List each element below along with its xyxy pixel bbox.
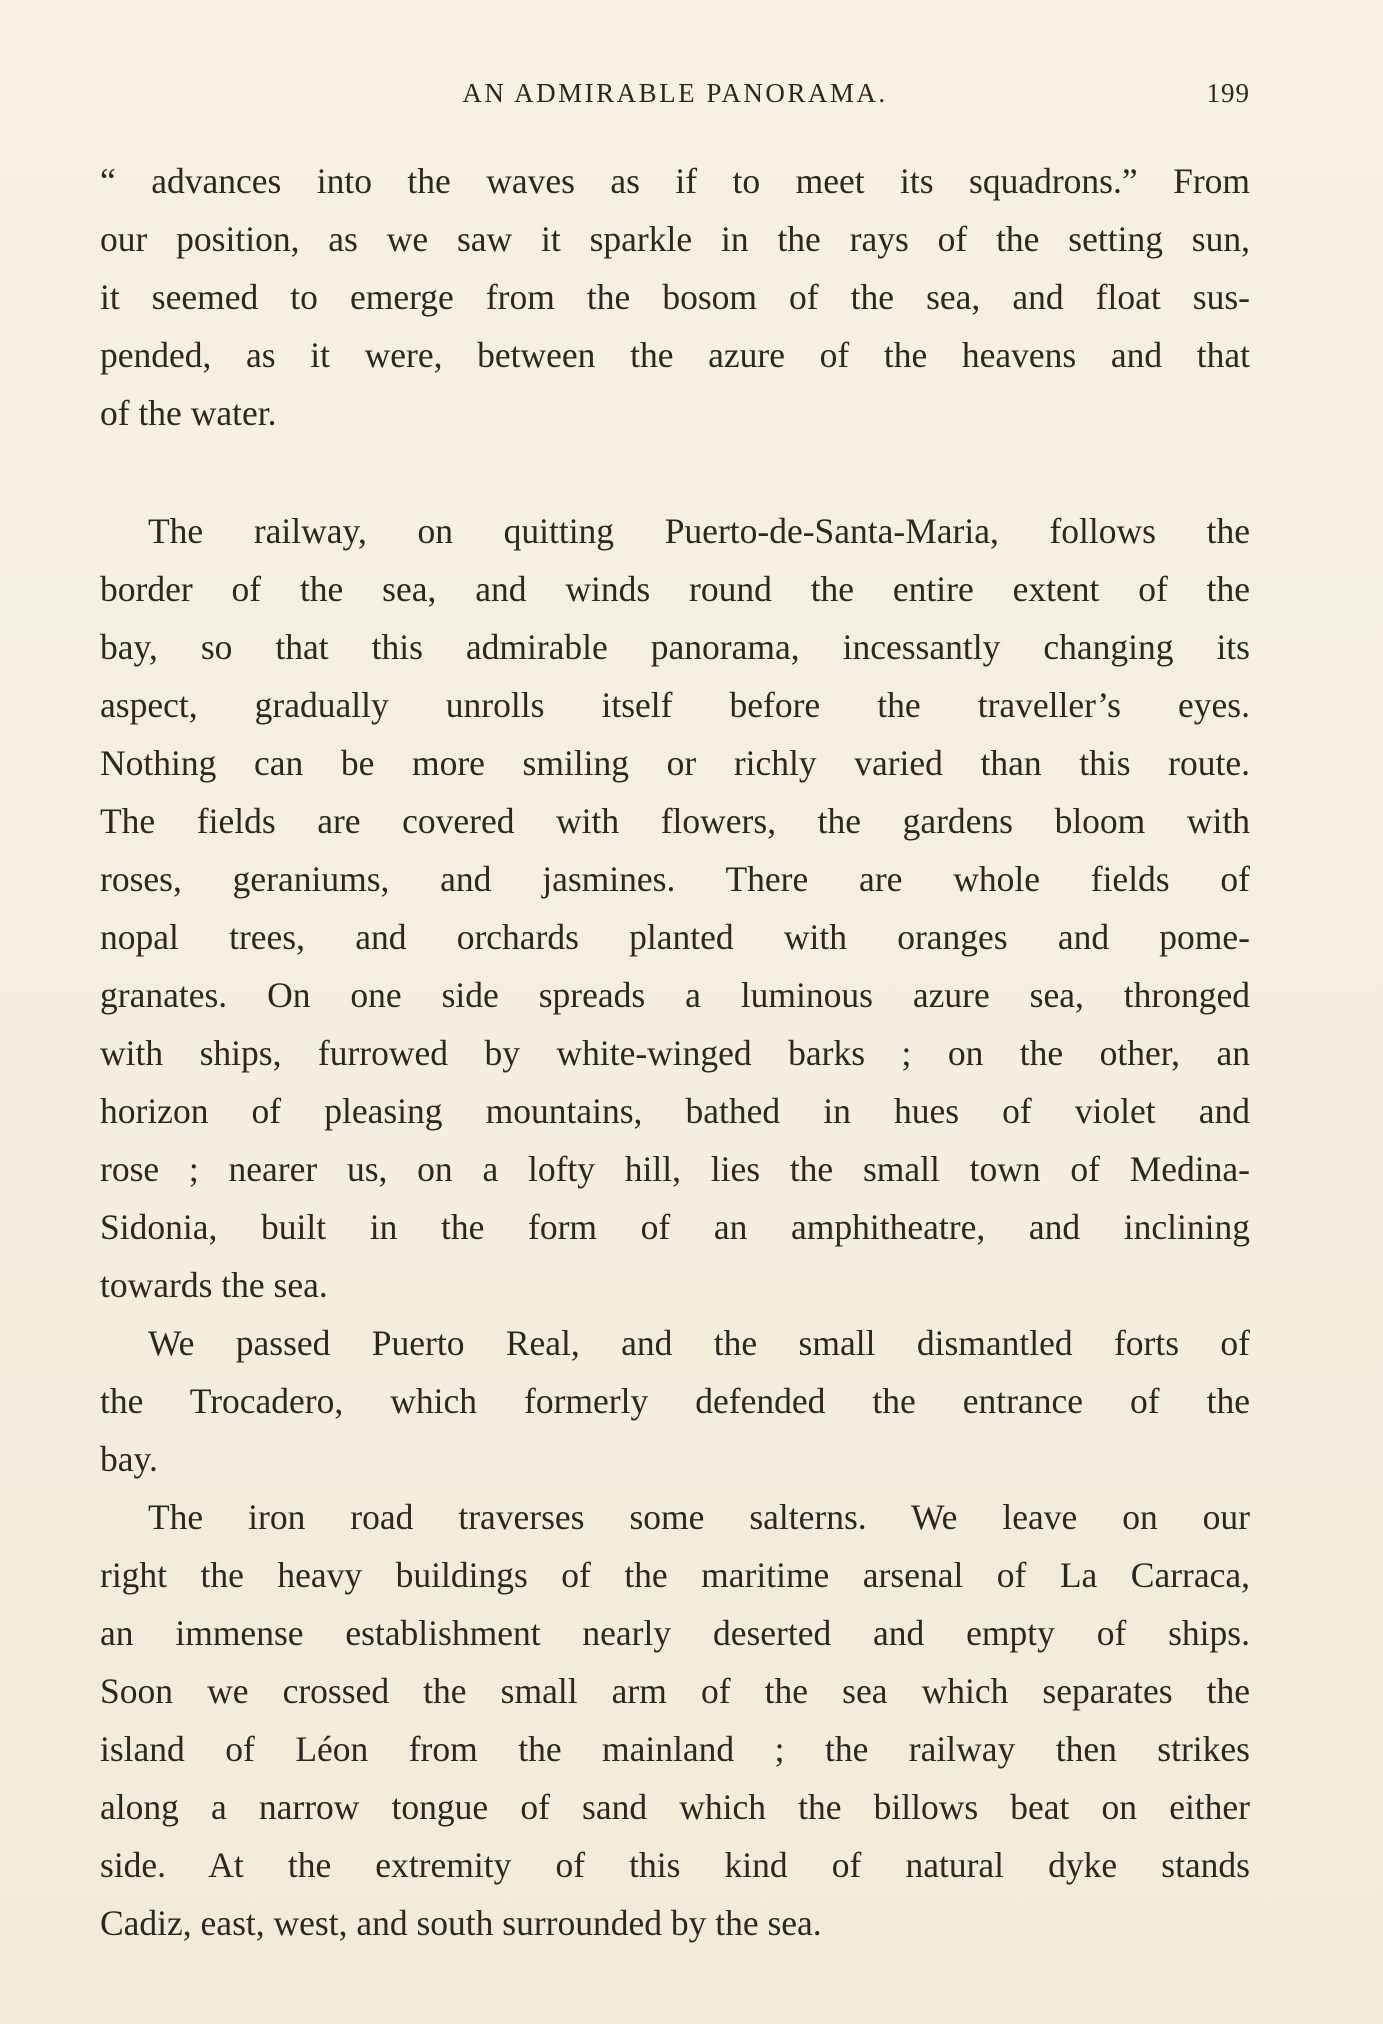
text-line: granates. On one side spreads a luminous azure sea, thronged xyxy=(100,975,1250,1015)
text-line: right the heavy buildings of the maritime arsenal of La Carraca, xyxy=(100,1555,1250,1595)
text-line: “ advances into the waves as if to meet its squadrons.” From xyxy=(100,161,1250,201)
text-line: The iron road traverses some salterns. We leave on our xyxy=(148,1497,1250,1537)
paragraph xyxy=(100,502,1250,1314)
text-line: along a narrow tongue of sand which the billows beat on either xyxy=(100,1787,1250,1827)
text-line: border of the sea, and winds round the entire extent of the xyxy=(100,569,1250,609)
text-line: bay, so that this admirable panorama, incessantly changing its xyxy=(100,627,1250,667)
text-line: roses, geraniums, and jasmines. There are whole fields of xyxy=(100,859,1250,899)
text-line: rose ; nearer us, on a lofty hill, lies the small town of Medina- xyxy=(100,1149,1250,1189)
text-line: nopal trees, and orchards planted with oranges and pome- xyxy=(100,917,1250,957)
text-line: side. At the extremity of this kind of natural dyke stands xyxy=(100,1845,1250,1885)
text-line: with ships, furrowed by white-winged barks ; on the other, an xyxy=(100,1033,1250,1073)
paragraph xyxy=(100,1314,1250,1488)
text-line: towards the sea. xyxy=(100,1265,328,1305)
text-line: horizon of pleasing mountains, bathed in hues of violet and xyxy=(100,1091,1250,1131)
paragraph-gap xyxy=(100,442,1250,502)
body-text xyxy=(100,152,1250,1952)
page-number: 199 xyxy=(1206,78,1250,108)
paragraph xyxy=(100,152,1250,442)
text-line: the Trocadero, which formerly defended the entrance of the xyxy=(100,1381,1250,1421)
text-line: Cadiz, east, west, and south surrounded by the sea. xyxy=(100,1903,822,1943)
text-line: bay. xyxy=(100,1439,158,1479)
text-line: Sidonia, built in the form of an amphitheatre, and inclining xyxy=(100,1207,1250,1247)
running-head xyxy=(100,74,1250,114)
text-line: it seemed to emerge from the bosom of the sea, and float sus- xyxy=(100,277,1250,317)
text-line: of the water. xyxy=(100,393,277,433)
text-line: an immense establishment nearly deserted and empty of ships. xyxy=(100,1613,1250,1653)
running-title: AN ADMIRABLE PANORAMA. xyxy=(462,78,888,108)
text-line: pended, as it were, between the azure of the heavens and that xyxy=(100,335,1250,375)
text-line: island of Léon from the mainland ; the railway then strikes xyxy=(100,1729,1250,1769)
text-line: The railway, on quitting Puerto-de-Santa-Maria, follows the xyxy=(148,511,1250,551)
text-line: aspect, gradually unrolls itself before the traveller’s eyes. xyxy=(100,685,1250,725)
text-line: Nothing can be more smiling or richly varied than this route. xyxy=(100,743,1250,783)
paragraph xyxy=(100,1488,1250,1952)
text-line: The fields are covered with flowers, the gardens bloom with xyxy=(100,801,1250,841)
text-line: We passed Puerto Real, and the small dismantled forts of xyxy=(148,1323,1250,1363)
text-line: our position, as we saw it sparkle in the rays of the setting sun, xyxy=(100,219,1250,259)
text-line: Soon we crossed the small arm of the sea which separates the xyxy=(100,1671,1250,1711)
